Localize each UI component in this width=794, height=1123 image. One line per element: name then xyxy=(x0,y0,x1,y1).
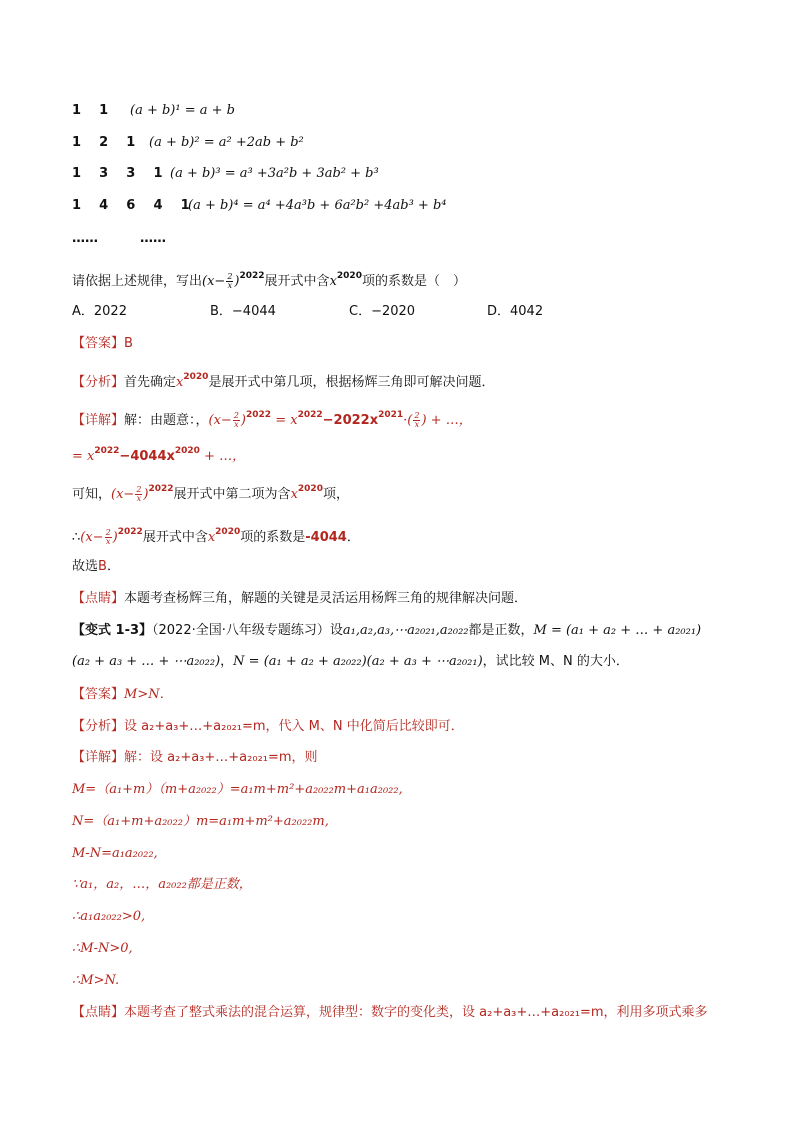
exponent: 2022 xyxy=(239,271,265,281)
expr-part: = x xyxy=(271,413,298,428)
choose-text: 故选 xyxy=(72,559,99,574)
analysis-tag: 【分析】 xyxy=(72,375,125,390)
fraction: $\frac{2}{x}$ xyxy=(233,411,239,429)
triangle-numbers: 1 4 6 4 1 xyxy=(72,198,190,213)
variant-line-1 xyxy=(72,621,701,641)
m-definition: M = (a₁ + a₂ + … + a₂₀₂₁) xyxy=(533,623,702,638)
triangle-row-2 xyxy=(72,133,304,153)
exponent: 2022 xyxy=(148,484,174,494)
answer-value: M>N． xyxy=(124,687,173,702)
period: ． xyxy=(346,530,360,545)
analysis-2 xyxy=(72,717,464,737)
comment-tag: 【点睛】 xyxy=(72,1005,125,1020)
fraction: $\frac{2}{x}$ xyxy=(105,528,111,546)
exponent: 2022 xyxy=(94,446,120,456)
detail-text: 项的系数是 xyxy=(240,530,306,545)
question-text: 项的系数是（ ） xyxy=(361,274,466,289)
expr-close: ) xyxy=(240,413,246,428)
expr-part: + …， xyxy=(199,449,246,464)
detail-text: ∴ xyxy=(72,530,81,545)
analysis-text: 是展开式中第几项，根据杨辉三角即可解决问题． xyxy=(208,375,495,390)
step-4: ∵a₁，a₂，…，a₂₀₂₂都是正数， xyxy=(72,877,252,892)
detail-1-line-4 xyxy=(72,522,360,548)
detail-text: 解：由题意：， xyxy=(124,413,209,428)
exponent: 2020 xyxy=(336,271,362,281)
choose-1 xyxy=(72,557,120,577)
expr-close: ) xyxy=(143,487,149,502)
triangle-numbers: 1 1 xyxy=(72,103,109,118)
comment-2 xyxy=(72,1003,708,1023)
triangle-row-3 xyxy=(72,164,379,184)
expr-open: (x− xyxy=(202,274,226,289)
variant-line-2 xyxy=(72,652,629,672)
variant-text: 设 xyxy=(329,623,343,638)
expr-close: ) xyxy=(234,274,240,289)
variant-source: （2022·全国·八年级专题练习） xyxy=(152,623,330,638)
expr-part: −4044x xyxy=(119,449,175,464)
expr-open: (x− xyxy=(80,530,104,545)
analysis-text: 首先确定 xyxy=(124,375,177,390)
m-definition-cont: (a₂ + a₃ + … + ⋯a₂₀₂₂) xyxy=(72,654,221,669)
comment-text: 本题考查杨辉三角，解题的关键是灵活运用杨辉三角的规律解决问题． xyxy=(124,591,528,606)
variable-x: x xyxy=(176,375,184,390)
options-row xyxy=(72,302,544,322)
choose-value: B xyxy=(98,559,107,574)
step-7: ∴M>N. xyxy=(72,973,120,988)
binomial-formula: (a + b)⁴ = a⁴ +4a³b + 6a²b² +4ab³ + b⁴ xyxy=(188,198,447,213)
detail-text: 展开式中含 xyxy=(142,530,208,545)
question-text: 展开式中含 xyxy=(264,274,330,289)
exponent: 2020 xyxy=(215,527,241,537)
exponent: 2020 xyxy=(174,446,200,456)
expr-part: −2022x xyxy=(322,413,379,428)
option-d: D．4042 xyxy=(487,304,544,319)
expr-open: (x− xyxy=(111,487,135,502)
detail-1-line-3 xyxy=(72,479,349,505)
triangle-numbers: 1 3 3 1 xyxy=(72,166,163,181)
variant-tag: 【变式 1-3】 xyxy=(72,623,153,638)
exponent: 2020 xyxy=(183,372,209,382)
binomial-formula: (a + b)² = a² +2ab + b² xyxy=(149,135,304,150)
exponent: 2022 xyxy=(297,410,323,420)
answer-tag: 【答案】 xyxy=(72,336,125,351)
triangle-numbers: 1 2 1 xyxy=(72,135,136,150)
analysis-1 xyxy=(72,367,494,393)
triangle-row-4 xyxy=(72,196,447,216)
ellipsis-left: …… xyxy=(72,231,98,246)
detail-1-line-1 xyxy=(72,405,472,431)
fraction: $\frac{2}{x}$ xyxy=(414,411,420,429)
option-b: B．−4044 xyxy=(210,304,276,319)
step-6: ∴M-N>0, xyxy=(72,941,133,956)
triangle-row-1 xyxy=(72,101,235,121)
exponent: 2021 xyxy=(378,410,404,420)
fraction: $\frac{2}{x}$ xyxy=(136,485,142,503)
step-5: ∴a₁a₂₀₂₂>0, xyxy=(72,909,146,924)
coefficient-value: -4044 xyxy=(305,530,347,545)
question-stem xyxy=(72,266,466,292)
variable-x: x xyxy=(290,487,298,502)
exponent: 2020 xyxy=(297,484,323,494)
expr-part: ) + …， xyxy=(421,413,472,428)
comment-tag: 【点睛】 xyxy=(72,591,125,606)
period: ． xyxy=(106,559,120,574)
detail-text: 展开式中第二项为含 xyxy=(173,487,291,502)
analysis-tag: 【分析】 xyxy=(72,719,125,734)
binomial-formula: (a + b)³ = a³ +3a²b + 3ab² + b³ xyxy=(170,166,379,181)
expr-part: = x xyxy=(72,449,95,464)
variable-x: x xyxy=(329,274,337,289)
detail-text: 可知， xyxy=(72,487,112,502)
exponent: 2022 xyxy=(246,410,272,420)
fraction: $\frac{2}{x}$ xyxy=(227,272,233,290)
question-text: 请依据上述规律，写出 xyxy=(72,274,203,289)
separator: ， xyxy=(220,654,234,669)
step-2: N=（a₁+m+a₂₀₂₂）m=a₁m+m²+a₂₀₂₂m, xyxy=(72,814,329,829)
detail-2 xyxy=(72,748,318,768)
detail-tag: 【详解】 xyxy=(72,413,125,428)
exponent: 2022 xyxy=(117,527,143,537)
detail-tag: 【详解】 xyxy=(72,750,125,765)
answer-2 xyxy=(72,685,173,705)
variant-vars: a₁,a₂,a₃,⋯a₂₀₂₁,a₂₀₂₂ xyxy=(342,623,469,638)
variable-x: x xyxy=(207,530,216,545)
binomial-formula: (a + b)¹ = a + b xyxy=(130,103,235,118)
detail-1-line-2 xyxy=(72,441,245,467)
answer-value: B xyxy=(124,336,133,351)
detail-text: 项， xyxy=(322,487,349,502)
ellipsis-row xyxy=(72,229,166,249)
n-definition: N = (a₁ + a₂ + a₂₀₂₂)(a₂ + a₃ + ⋯a₂₀₂₁) xyxy=(233,654,483,669)
expr-close: ) xyxy=(112,530,118,545)
answer-1 xyxy=(72,334,133,354)
variant-text: 都是正数， xyxy=(468,623,534,638)
option-c: C．−2020 xyxy=(349,304,416,319)
option-a: A．2022 xyxy=(72,304,127,319)
detail-text: 解：设 a₂+a₃+…+a₂₀₂₁=m，则 xyxy=(124,750,318,765)
ellipsis-right: …… xyxy=(140,231,166,246)
answer-tag: 【答案】 xyxy=(72,687,125,702)
comment-1 xyxy=(72,589,527,609)
expr-part: ·( xyxy=(403,413,413,428)
analysis-text: 设 a₂+a₃+…+a₂₀₂₁=m，代入 M、N 中化简后比较即可． xyxy=(124,719,464,734)
step-3: M-N=a₁a₂₀₂₂, xyxy=(72,846,158,861)
expr-open: (x− xyxy=(208,413,232,428)
step-1: M=（a₁+m）（m+a₂₀₂₂）=a₁m+m²+a₂₀₂₂m+a₁a₂₀₂₂, xyxy=(72,782,403,797)
variant-text: ，试比较 M、N 的大小． xyxy=(482,654,629,669)
comment-text: 本题考查了整式乘法的混合运算，规律型：数字的变化类，设 a₂+a₃+…+a₂₀₂₁=m，利用多项式乘多 xyxy=(124,1005,708,1020)
